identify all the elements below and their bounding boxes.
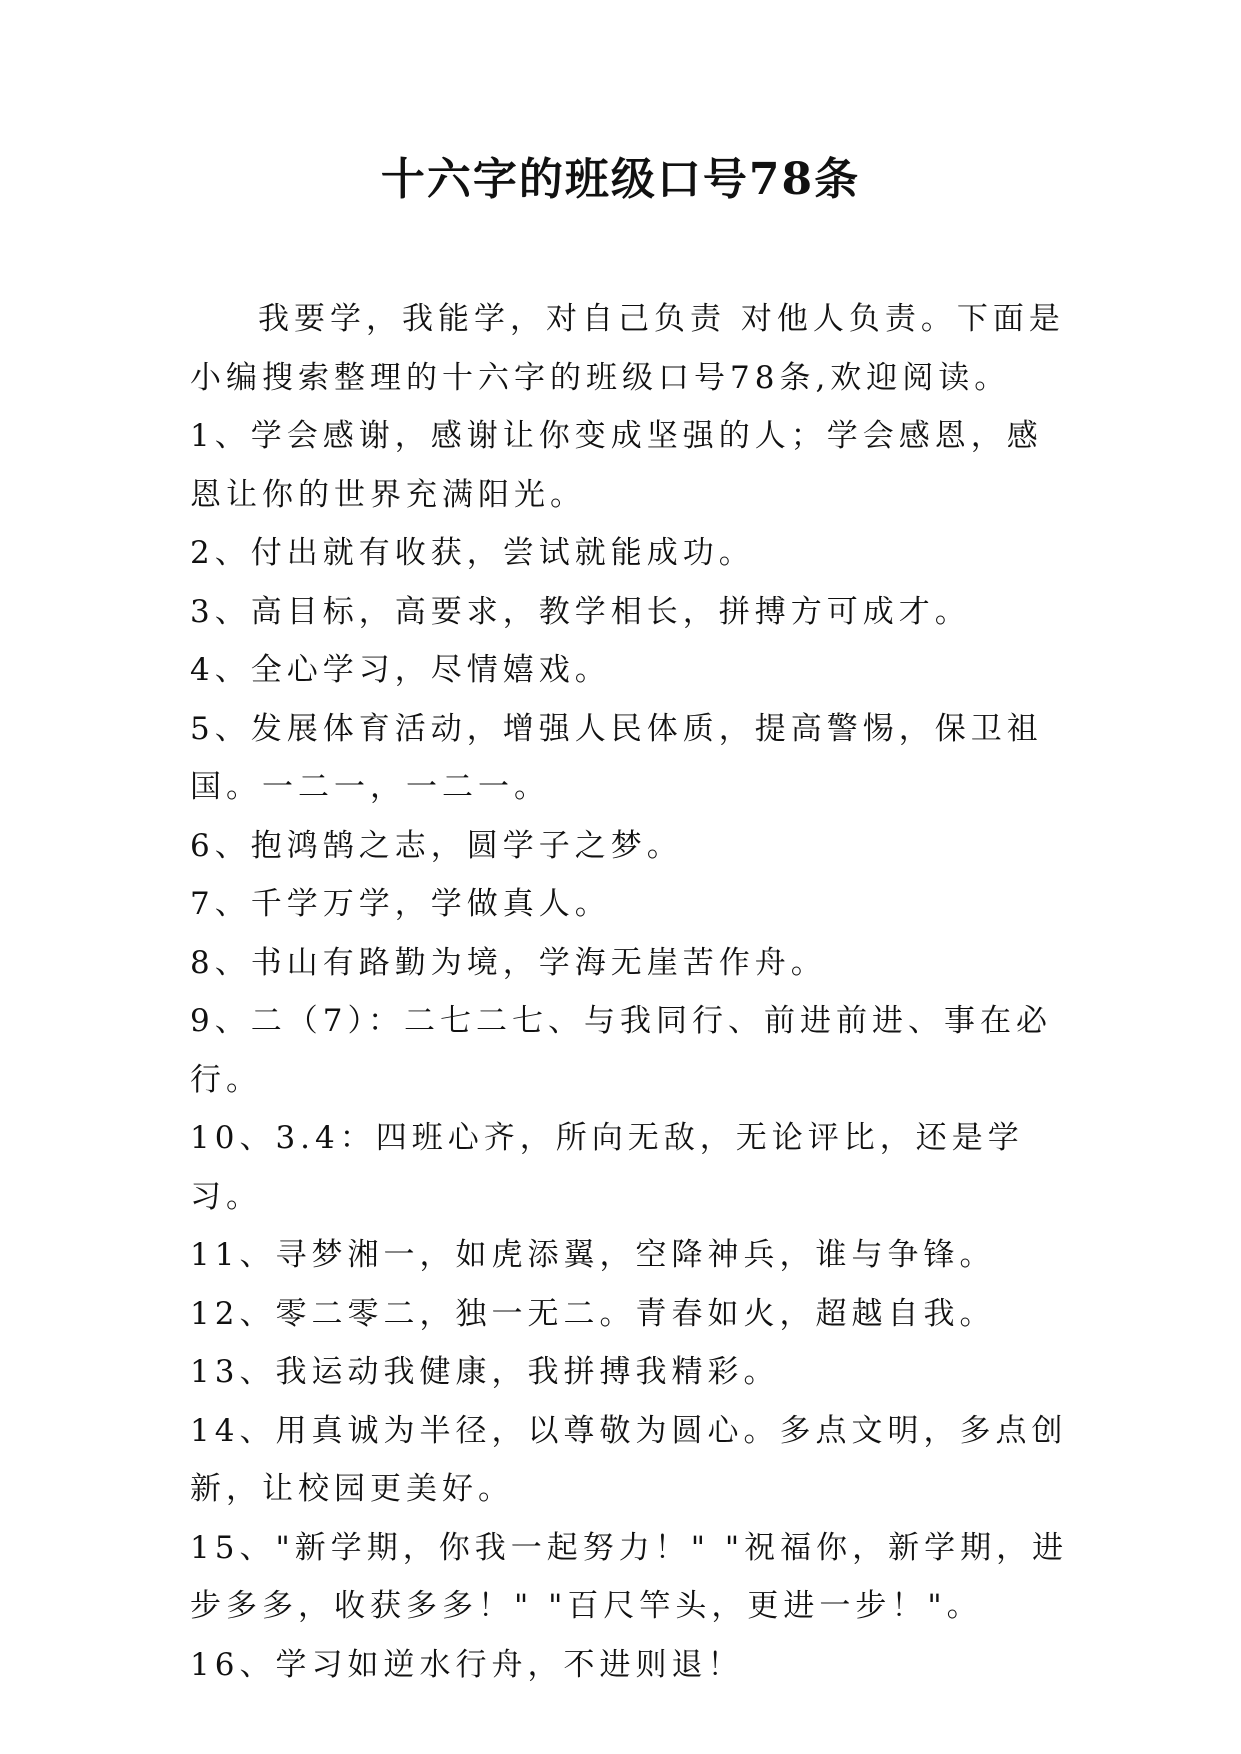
slogan-item-5: 5、发展体育活动，增强人民体质，提高警惕，保卫祖国。一二一，一二一。 (190, 710, 1043, 805)
slogan-item-10: 10、3.4：四班心齐，所向无敌，无论评比，还是学习。 (190, 1120, 1024, 1215)
slogan-item-3: 3、高目标，高要求，教学相长，拼搏方可成才。 (190, 593, 971, 630)
document-title: 十六字的班级口号78条 (380, 154, 861, 205)
slogan-item-4: 4、全心学习，尽情嬉戏。 (190, 652, 611, 688)
document-body (190, 290, 1070, 1694)
slogan-item-2: 2、付出就有收获，尝试就能成功。 (190, 535, 755, 571)
slogan-item-16: 16、学习如逆水行舟，不进则退！ (190, 1646, 744, 1683)
intro-paragraph: 我要学，我能学，对自己负责 对他人负责。下面是小编搜索整理的十六字的班级口号78条,欢迎阅读。 (190, 301, 1065, 396)
slogan-item-11: 11、寻梦湘一，如虎添翼，空降神兵，谁与争锋。 (190, 1237, 996, 1273)
slogan-item-13: 13、我运动我健康，我拼搏我精彩。 (190, 1354, 780, 1390)
slogan-item-7: 7、千学万学，学做真人。 (190, 886, 611, 922)
slogan-item-6: 6、抱鸿鹄之志，圆学子之梦。 (190, 827, 683, 864)
slogan-item-12: 12、零二零二，独一无二。青春如火，超越自我。 (190, 1295, 996, 1332)
slogan-item-15: 15、"新学期，你我一起努力！" "祝福你，新学期，进步多多，收获多多！" "百尺竿头，更进一步！"。 (190, 1529, 1069, 1624)
slogan-item-14: 14、用真诚为半径，以尊敬为圆心。多点文明，多点创新，让校园更美好。 (190, 1412, 1068, 1507)
slogan-item-8: 8、书山有路勤为境，学海无崖苦作舟。 (190, 944, 827, 981)
slogan-item-1: 1、学会感谢，感谢让你变成坚强的人；学会感恩，感恩让你的世界充满阳光。 (190, 418, 1043, 513)
slogan-item-9: 9、二（7）：二七二七、与我同行、前进前进、事在必行。 (190, 1003, 1052, 1098)
